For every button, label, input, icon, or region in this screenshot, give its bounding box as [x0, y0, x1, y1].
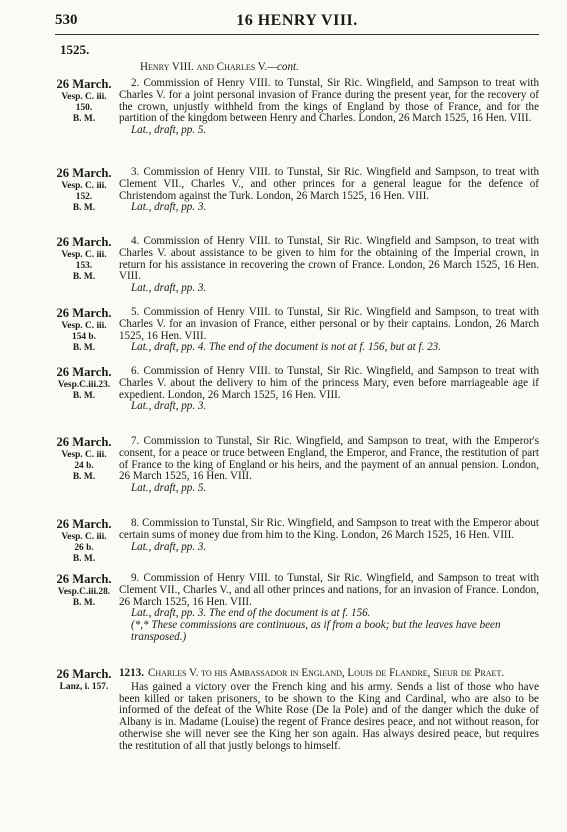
- entry-note: Lat., draft, pp. 3.: [131, 400, 207, 413]
- entry-ref: Vesp.C.iii.28.: [57, 586, 111, 597]
- entry-margin: [52, 307, 116, 355]
- group-title-cont: —cont.: [267, 61, 299, 73]
- year-marker: 1525.: [60, 42, 90, 57]
- entry-ref: 150.: [75, 102, 93, 113]
- entry-ref: 154 b.: [72, 331, 96, 342]
- entry-text: 9. Commission of Henry VIII. to Tunstal, Sir Ric. Wingfield, and Sampson to treat with Clement VII., Charles V., and all other princes and nations, for an invasion of France. London, 26 March 1525, 16 Hen. VIII.: [119, 572, 539, 608]
- entry-date: 26 March.: [56, 77, 112, 91]
- entry-body: [119, 518, 539, 553]
- entry-margin: [52, 518, 116, 566]
- entry-margin: [52, 236, 116, 284]
- entry-margin: [52, 573, 116, 609]
- calendar-entry: [52, 366, 539, 413]
- entry-body: [119, 573, 539, 644]
- entry-text: 7. Commission to Tunstal, Sir Ric. Wingfield, and Sampson to treat, with the Emperor's consent, for a peace or truce between England, the Emperor, and France, the restitution of part of France to the king of England or his heirs, and the payment of an annual pension. London, 26 March 1525, 16 Hen. VIII.: [119, 435, 539, 483]
- entry-text: 8. Commission to Tunstal, Sir Ric. Wingfield, and Sampson to treat with the Emperor about certain sums of money due from him to the King. London, 26 March 1525, 16 Hen. VIII.: [119, 517, 539, 541]
- entry-text: 4. Commission of Henry VIII. to Tunstal, Sir Ric. Wingfield and Sampson, to treat with Charles V. about assistance to be given to him for the obtaining of the Imperial crown, in return for his assistance in recovering the crown of France. London, 26 March 1525, 16 Hen. VIII.: [119, 235, 539, 283]
- entry-ref: Vesp. C. iii.: [61, 449, 107, 460]
- group-title: [140, 61, 299, 73]
- entry-margin: [52, 167, 116, 215]
- running-title: 16 HENRY VIII.: [236, 12, 358, 29]
- calendar-entry: [52, 307, 539, 354]
- entry-text: 6. Commission of Henry VIII. to Tunstal, Sir Ric. Wingfield, and Sampson to treat with Charles V. about the delivery to him of the princess Mary, even before marriageable age if expedient. London, 26 March 1525, 16 Hen. VIII.: [119, 365, 539, 401]
- entry-margin: [52, 668, 116, 693]
- entry-ref: B. M.: [72, 390, 96, 401]
- calendar-entry: [52, 436, 539, 495]
- entry-date: 26 March.: [56, 517, 112, 531]
- entry-date: 26 March.: [56, 365, 112, 379]
- entry-date: 26 March.: [56, 435, 112, 449]
- entry-ref: 153.: [75, 260, 93, 271]
- entry-ref: B. M.: [72, 272, 96, 283]
- page-header: [55, 12, 539, 30]
- entry-text: 2. Commission of Henry VIII. to Tunstal, Sir Ric. Wingfield, and Sampson to treat with Charles V. for a joint personal invasion of France during the present year, for the recovery of the crown, unjustly withheld from the kings of England by those of France, and for the partition of the kingdom between Henry and Charles. London, 26 March 1525, 16 Hen. VIII.: [119, 77, 539, 125]
- entry-ref: 24 b.: [74, 460, 94, 471]
- entry-margin: [52, 78, 116, 126]
- entry-ref: B. M.: [72, 597, 96, 608]
- entry-date: 26 March.: [56, 572, 112, 586]
- entry-note: Lat., draft, pp. 4. The end of the document is not at f. 156, but at f. 23.: [131, 341, 442, 354]
- entry-text: 3. Commission of Henry VIII. to Tunstal, Sir Ric. Wingfield and Sampson, to treat with Clement VII., Charles V., and other princes for a general league for the defence of Christendom against the Turk. London, 26 March 1525, 16 Hen. VIII.: [119, 166, 539, 202]
- entry-ref: B. M.: [72, 472, 96, 483]
- entry-margin: [52, 436, 116, 484]
- entry-ref: B. M.: [72, 554, 96, 565]
- entry-ref: B. M.: [72, 203, 96, 214]
- entry-ref: Vesp. C. iii.: [61, 180, 107, 191]
- entry-ref: Vesp. C. iii.: [61, 249, 107, 260]
- entry-ref: B. M.: [72, 114, 96, 125]
- letter-heading-text: Charles V. to his Ambassador in England, Louis de Flandre, Sieur de Praet.: [147, 667, 505, 679]
- letter-heading: [119, 668, 539, 680]
- entry-note: Lat., draft, pp. 3.: [131, 540, 207, 553]
- entry-ref: Vesp.C.iii.23.: [57, 379, 111, 390]
- entry-ref: Vesp. C. iii.: [61, 91, 107, 102]
- entry-date: 26 March.: [56, 166, 112, 180]
- entry-body: [119, 366, 539, 413]
- entry-note: Lat., draft, pp. 5.: [131, 124, 207, 137]
- entry-note: Lat., draft, pp. 3.: [131, 201, 207, 214]
- entry-text: 5. Commission of Henry VIII. to Tunstal, Sir Ric. Wingfield and Sampson, to treat with Charles V. for an invasion of France, either personal or by their captains. London, 26 March 1525, 16 Hen. VIII.: [119, 306, 539, 342]
- page-number: 530: [55, 12, 78, 28]
- group-title-text: Henry VIII. and Charles V.: [140, 61, 268, 73]
- entry-body: [119, 78, 539, 137]
- entry-note: Lat., draft, pp. 3. The end of the document is at f. 156.: [131, 607, 371, 620]
- entry-body: [119, 436, 539, 495]
- letter-number: 1213.: [119, 667, 144, 679]
- entry-date: 26 March.: [56, 235, 112, 249]
- calendar-entry: [52, 573, 539, 644]
- entry-body: [119, 307, 539, 354]
- entry-body: [119, 167, 539, 214]
- calendar-entry: [52, 78, 539, 137]
- entry-date: 26 March.: [56, 667, 112, 681]
- entry-ref: Vesp. C. iii.: [61, 320, 107, 331]
- entry-text: Has gained a victory over the French king and his army. Sends a list of those who have been killed or taken prisoners, to be shown to the King and Cardinal, who are also to be informed of the defeat of the White Rose (De la Pole) and of the danger which the duke of Albany is in. Madame (Louise) the regent of France desires peace, and not without reason, for otherwise she will never see the King her son again. Has always desired peace, but requires the restitution of all that justly belongs to himself.: [119, 680, 539, 752]
- header-rule: [55, 34, 539, 35]
- entry-ref: 26 b.: [74, 542, 94, 553]
- entry-margin: [52, 366, 116, 402]
- letter-entry: [52, 668, 539, 753]
- entry-note: Lat., draft, pp. 3.: [131, 282, 207, 295]
- calendar-entry: [52, 517, 539, 565]
- entry-date: 26 March.: [56, 306, 112, 320]
- entry-ref: Vesp. C. iii.: [61, 531, 107, 542]
- calendar-entry: [52, 167, 539, 214]
- entry-ref: B. M.: [72, 343, 96, 354]
- entry-body: [119, 236, 539, 295]
- entry-note: Lat., draft, pp. 5.: [131, 482, 207, 495]
- calendar-entry: [52, 236, 539, 295]
- entry-body: [119, 668, 539, 753]
- entry-ref: 152.: [75, 191, 93, 202]
- entry-editorial-note: (*,* These commissions are continuous, as if from a book; but the leaves have been transposed.): [131, 619, 501, 643]
- entry-ref: Lanz, i. 157.: [59, 681, 109, 692]
